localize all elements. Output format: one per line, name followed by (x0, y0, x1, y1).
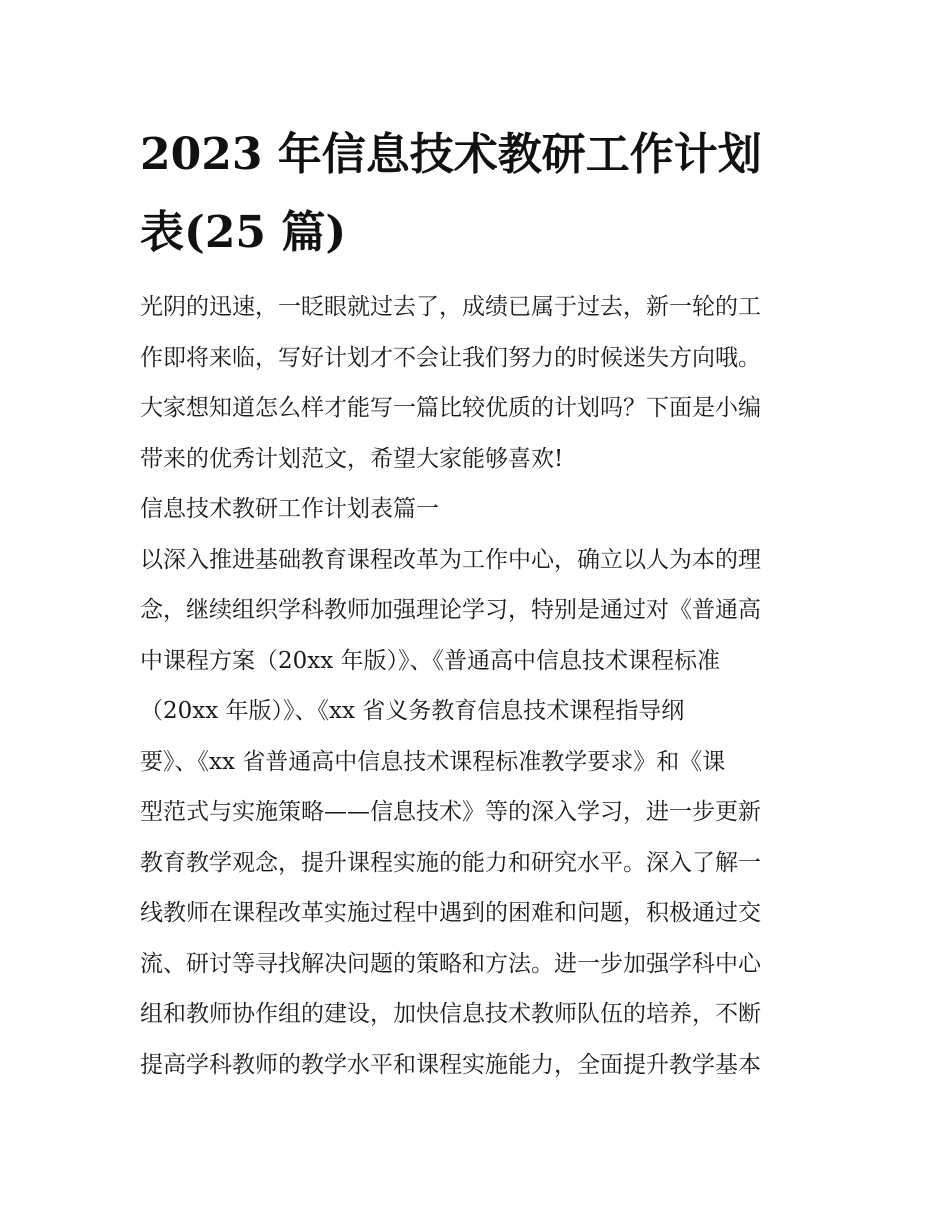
section-paragraph-line: 中课程方案（20xx 年版）》、《普通高中信息技术课程标准 (140, 647, 721, 674)
section-paragraph-line: 提高学科教师的教学水平和课程实施能力，全面提升教学基本 (140, 1051, 761, 1078)
document-body (140, 282, 820, 1090)
section-paragraph-line: 要》、《xx 省普通高中信息技术课程标准教学要求》和《课 (140, 748, 726, 775)
section-paragraph-line: 念，继续组织学科教师加强理论学习，特别是通过对《普通高 (140, 597, 761, 623)
intro-paragraph-line: 带来的优秀计划范文，希望大家能够喜欢! (140, 445, 564, 472)
title-line-1: 2023 年信息技术教研工作计划 (140, 129, 762, 180)
intro-paragraph-line: 光阴的迅速，一眨眼就过去了，成绩已属于过去，新一轮的工 (140, 294, 761, 320)
section-heading: 信息技术教研工作计划表篇一 (140, 496, 439, 522)
section-paragraph-line: 线教师在课程改革实施过程中遇到的困难和问题，积极通过交 (140, 900, 761, 926)
section-paragraph-line: 以深入推进基础教育课程改革为工作中心，确立以人为本的理 (140, 546, 761, 573)
section-paragraph-line: 教育教学观念，提升课程实施的能力和研究水平。深入了解一 (140, 849, 761, 876)
title-line-2: 表(25 篇) (140, 207, 347, 258)
section-paragraph-line: 流、研讨等寻找解决问题的策略和方法。进一步加强学科中心 (140, 950, 761, 977)
section-paragraph-line: （20xx 年版）》、《xx 省义务教育信息技术课程指导纲 (140, 698, 685, 724)
document-title (140, 116, 820, 272)
intro-paragraph-line: 大家想知道怎么样才能写一篇比较优质的计划吗？下面是小编 (140, 395, 761, 421)
section-paragraph-line: 组和教师协作组的建设，加快信息技术教师队伍的培养，不断 (140, 1001, 761, 1027)
intro-paragraph-line: 作即将来临，写好计划才不会让我们努力的时候迷失方向哦。 (140, 344, 761, 371)
section-paragraph-line: 型范式与实施策略——信息技术》等的深入学习，进一步更新 (140, 799, 761, 825)
